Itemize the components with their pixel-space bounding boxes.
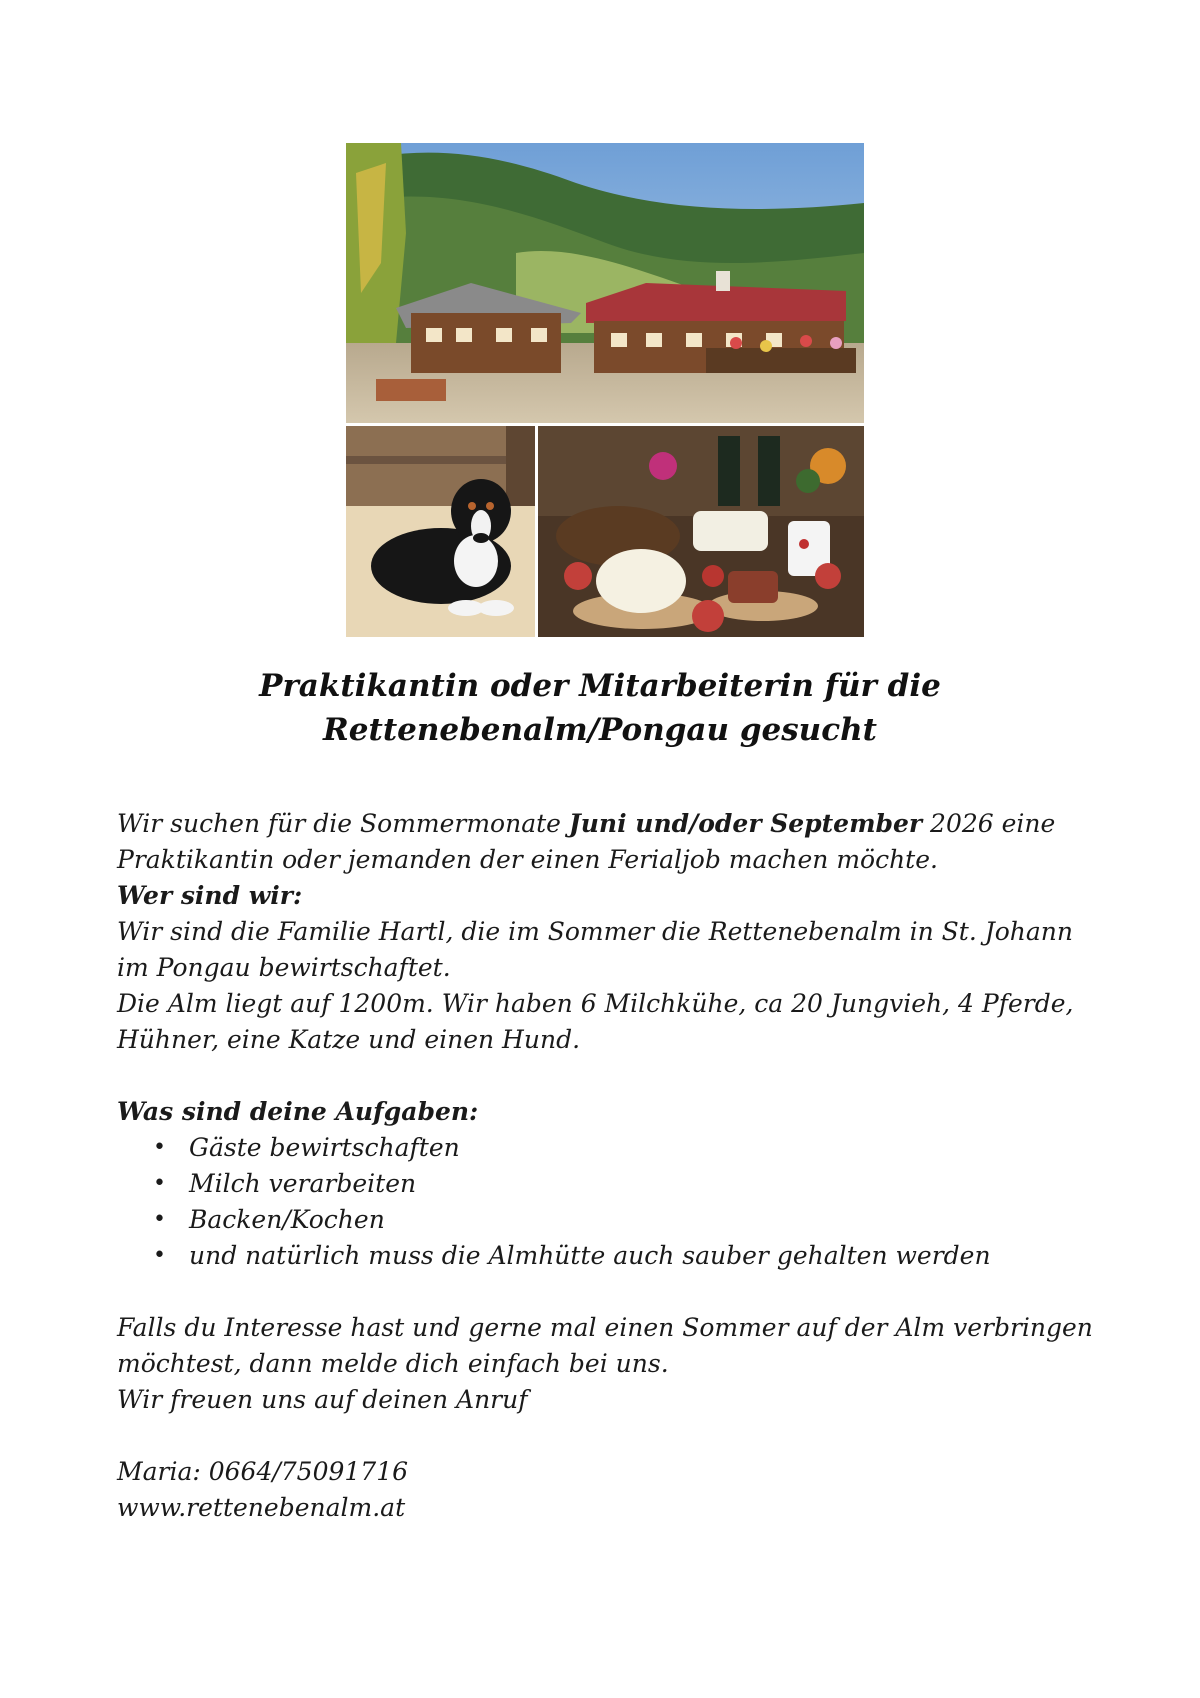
contact-phone: Maria: 0664/75091716	[117, 1457, 409, 1486]
spacer	[117, 1058, 1097, 1094]
task-item: • Milch verarbeiten	[153, 1166, 1097, 1202]
closing-line-1: Falls du Interesse hast und gerne mal einen Sommer auf der Alm verbringen möchtest, dann melde dich einfach bei uns.	[117, 1313, 1093, 1378]
who-line-2: Die Alm liegt auf 1200m. Wir haben 6 Milchkühe, ca 20 Jungvieh, 4 Pferde, Hühner, eine Katze und einen Hund.	[117, 989, 1074, 1054]
contact-website: www.rettenebenalm.at	[117, 1493, 406, 1522]
job-description	[117, 806, 1097, 1526]
intro-paragraph	[117, 806, 1097, 878]
dog-photo-image	[346, 426, 535, 637]
farm-food-photo-image	[538, 426, 864, 637]
intro-suffix: 2026 eine Praktikantin oder jemanden der einen Ferialjob machen möchte.	[117, 809, 1056, 874]
who-line-1: Wir sind die Familie Hartl, die im Sommer die Rettenebenalm in St. Johann im Pongau bewirtschaftet.	[117, 917, 1074, 982]
who-heading-text: Wer sind wir:	[117, 881, 303, 910]
tasks-list	[117, 1130, 1097, 1274]
headline-line-2: Rettenebenalm/Pongau gesucht	[323, 712, 877, 748]
alm-painting-image	[346, 143, 864, 423]
closing-line-2: Wir freuen uns auf deinen Anruf	[117, 1385, 528, 1414]
photo-collage	[346, 143, 864, 637]
task-item: • und natürlich muss die Almhütte auch sauber gehalten werden	[153, 1238, 1097, 1274]
spacer	[117, 1418, 1097, 1454]
task-item: • Backen/Kochen	[153, 1202, 1097, 1238]
intro-prefix: Wir suchen für die Sommermonate	[117, 809, 569, 838]
job-headline	[120, 664, 1080, 752]
tasks-heading-text: Was sind deine Aufgaben:	[117, 1097, 479, 1126]
who-heading	[117, 878, 1097, 914]
spacer	[117, 1274, 1097, 1310]
task-item: • Gäste bewirtschaften	[153, 1130, 1097, 1166]
intro-highlight: Juni und/oder September	[568, 809, 923, 838]
tasks-heading	[117, 1094, 1097, 1130]
headline-line-1: Praktikantin oder Mitarbeiterin für die	[259, 668, 941, 704]
